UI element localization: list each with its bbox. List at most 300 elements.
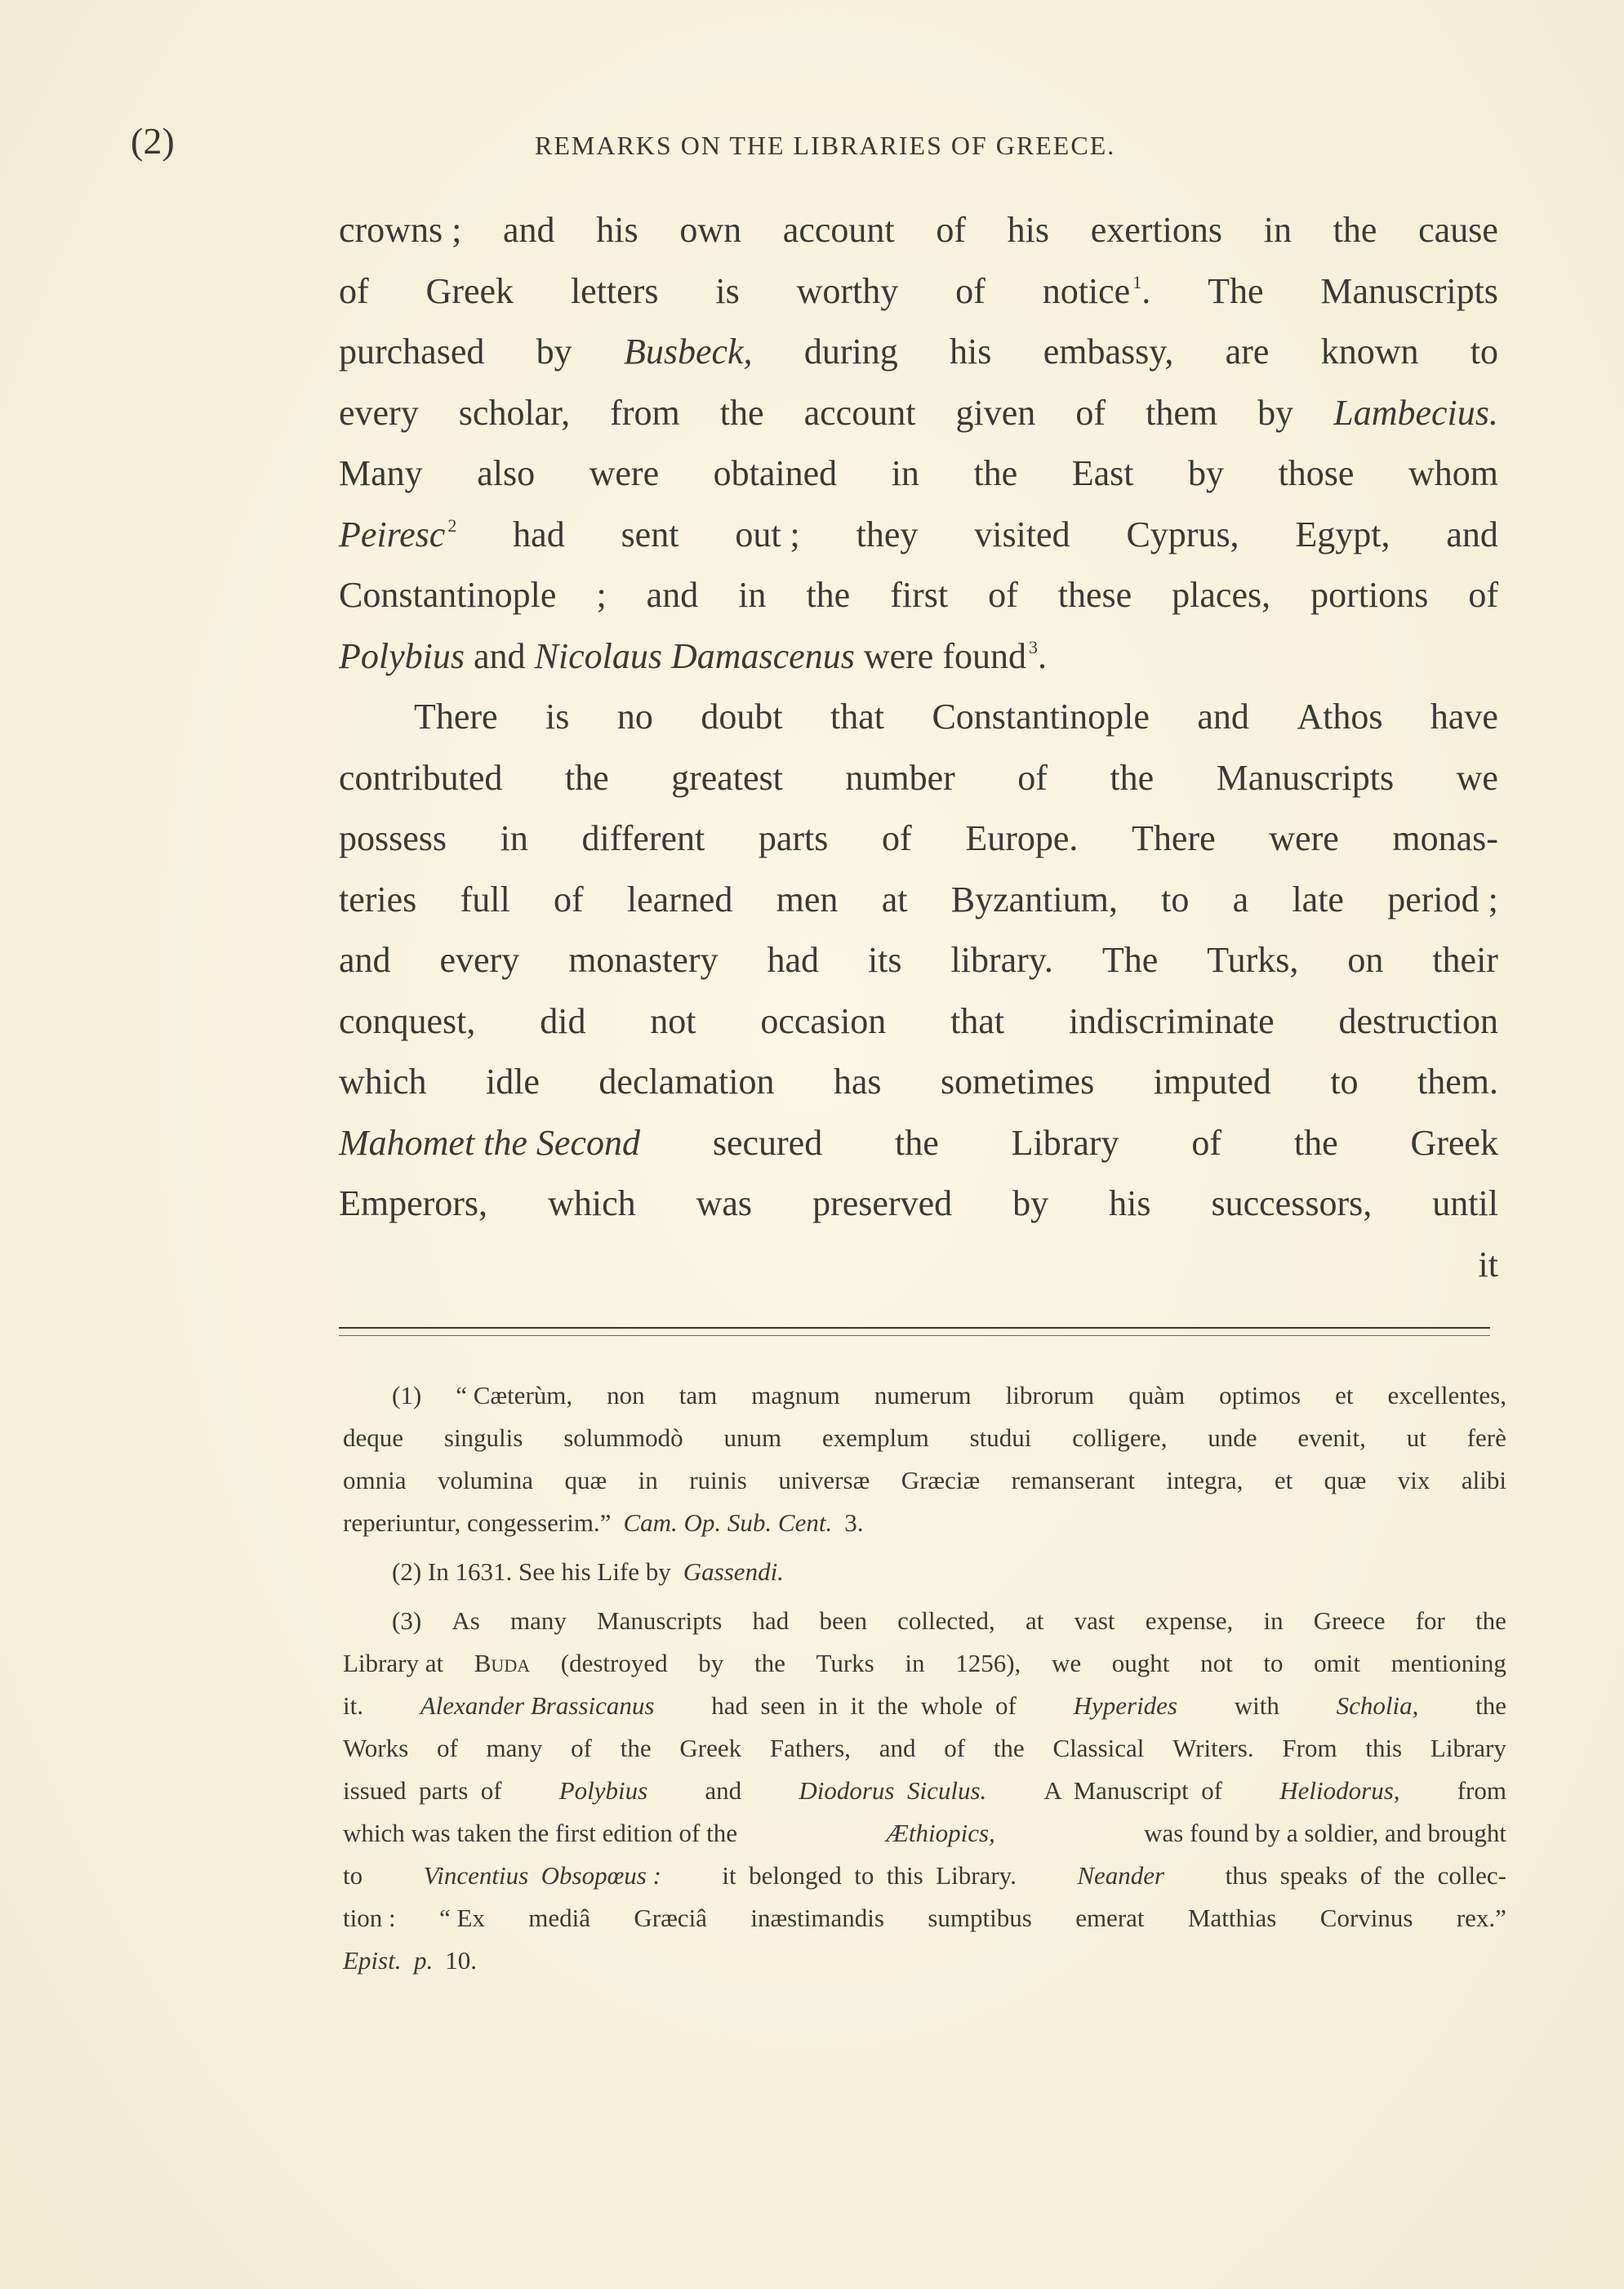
footnote-text: which was taken the first edition of the: [343, 1819, 737, 1847]
name-mahomet: Mahomet the Second: [339, 1122, 640, 1163]
word: the: [1333, 210, 1377, 250]
word: volumina: [437, 1466, 534, 1494]
word: doubt: [701, 697, 783, 737]
word: Greek: [425, 270, 514, 311]
word: by: [1012, 1183, 1049, 1223]
text-line: [339, 261, 1498, 323]
word: quàm: [1128, 1381, 1186, 1409]
word: cause: [1418, 210, 1498, 250]
footnote-line: [343, 1374, 1506, 1417]
name-alexander-brassicanus: Alexander Brassicanus: [420, 1691, 655, 1720]
text-line: [339, 565, 1498, 626]
word: Writers.: [1172, 1734, 1254, 1762]
word: There: [414, 697, 498, 737]
word: There: [1132, 818, 1216, 858]
word: not: [1200, 1649, 1233, 1677]
footnote-text: Library at: [343, 1649, 444, 1677]
word: ut: [1406, 1423, 1426, 1452]
word: to: [1470, 332, 1498, 372]
word: et: [1335, 1381, 1354, 1409]
word: Library: [1011, 1122, 1119, 1163]
word: the: [806, 575, 851, 615]
word: of: [339, 270, 369, 311]
text-line: [339, 626, 1498, 688]
footnote-line: [343, 1897, 1506, 1939]
word: remanserant: [1011, 1466, 1136, 1494]
word: to: [1161, 879, 1190, 920]
word: Manuscripts: [1216, 757, 1395, 798]
text-line: [339, 443, 1498, 505]
footnote-text: was found by a soldier, and brought: [1144, 1819, 1506, 1847]
word: “ Ex: [438, 1904, 485, 1932]
footnote-text: it belonged to this Library.: [722, 1861, 1017, 1890]
word: found $^3$.: [942, 635, 1047, 676]
footnote-text: 3.: [844, 1508, 864, 1537]
word: and: [503, 210, 555, 250]
word: quæ: [564, 1466, 607, 1494]
word: the: [1475, 1691, 1506, 1720]
word: purchased: [339, 332, 485, 372]
word: Byzantium,: [950, 879, 1118, 920]
text-line: [339, 991, 1498, 1053]
word: which: [339, 1062, 427, 1102]
word: in: [1263, 210, 1292, 250]
word: them: [1146, 392, 1218, 433]
running-title: REMARKS ON THE LIBRARIES OF GREECE.: [535, 131, 1116, 160]
word: the: [1110, 757, 1155, 798]
main-text: [339, 200, 1498, 1295]
footnote-line: [343, 1770, 1506, 1812]
word: by: [698, 1649, 724, 1677]
word: monas-: [1392, 818, 1498, 858]
word: and: [1197, 697, 1249, 737]
word: library.: [950, 940, 1053, 980]
word: full: [460, 879, 510, 920]
footnote-line: [343, 1417, 1506, 1459]
word: to: [343, 1861, 363, 1890]
word: the: [1475, 1606, 1506, 1635]
word: at: [1026, 1606, 1044, 1635]
word: collected,: [897, 1606, 995, 1635]
word: crowns ;: [339, 210, 462, 250]
word: had: [513, 514, 565, 554]
word: was: [696, 1183, 753, 1223]
name-lambecius: Lambecius.: [1333, 392, 1498, 433]
word: mediâ: [528, 1904, 591, 1932]
word: and: [473, 635, 526, 676]
word: from: [610, 392, 680, 433]
word: on: [1347, 940, 1384, 980]
word: with: [1234, 1691, 1279, 1720]
word: this: [1365, 1734, 1403, 1762]
name-hyperides: Hyperides: [1073, 1691, 1177, 1720]
word: scholar,: [458, 392, 571, 433]
word: The: [1101, 940, 1159, 980]
place-buda: Buda: [474, 1649, 531, 1677]
word: deque: [343, 1423, 404, 1452]
name-polybius: Polybius: [339, 635, 465, 676]
word: the: [620, 1734, 652, 1762]
text-line: [339, 870, 1498, 931]
name-diodorus-siculus: Diodorus Siculus.: [799, 1776, 987, 1805]
word: Library: [1430, 1734, 1506, 1762]
word: every: [339, 392, 419, 433]
footnote-rule: [339, 1327, 1490, 1329]
footnote-text: issued parts of: [343, 1776, 502, 1805]
word: evenit,: [1297, 1423, 1366, 1452]
word: Greek: [1410, 1122, 1498, 1163]
word: optimos: [1219, 1381, 1301, 1409]
word: Manuscripts: [1320, 270, 1498, 311]
footnote-text: reperiuntur, congesserim.”: [343, 1508, 612, 1537]
name-vincentius-obsopoeus: Vincentius Obsopœus :: [423, 1861, 661, 1890]
word: also: [477, 453, 536, 493]
word: have: [1430, 697, 1498, 737]
word: during: [803, 332, 898, 372]
text-line: [339, 322, 1498, 383]
footnote-line: [343, 1459, 1506, 1502]
footnote-text: thus speaks of the collec-: [1225, 1861, 1506, 1890]
word: Works: [343, 1734, 409, 1762]
footnote-line: [343, 1812, 1506, 1855]
word: in: [738, 575, 767, 615]
word: preserved: [812, 1183, 953, 1223]
word: omnia: [343, 1466, 407, 1494]
word: of: [882, 818, 912, 858]
word: expense,: [1145, 1606, 1234, 1635]
word: colligere,: [1072, 1423, 1168, 1452]
word: were: [1269, 818, 1339, 858]
name-polybius-fn: Polybius: [558, 1776, 648, 1805]
word: East: [1071, 453, 1134, 493]
word: in: [1263, 1606, 1284, 1635]
footnote-line: [343, 1685, 1506, 1727]
word: As: [452, 1606, 480, 1635]
word: Matthias: [1187, 1904, 1277, 1932]
word: we: [1051, 1649, 1082, 1677]
word: his: [596, 210, 638, 250]
word: tion :: [343, 1904, 396, 1932]
word: contributed: [339, 757, 503, 798]
word: of: [1468, 575, 1498, 615]
word: and: [879, 1734, 916, 1762]
text-line: [339, 200, 1498, 261]
word: the: [973, 453, 1018, 493]
word: vix: [1397, 1466, 1430, 1494]
word: from: [1457, 1776, 1506, 1805]
word: letters: [570, 270, 659, 311]
word: obtained: [713, 453, 838, 493]
word: solummodò: [563, 1423, 683, 1452]
word: been: [819, 1606, 867, 1635]
word: occasion: [760, 1000, 887, 1041]
word: [339, 505, 456, 566]
word: places,: [1172, 575, 1271, 615]
word: numerum: [874, 1381, 972, 1409]
word: did: [540, 1000, 586, 1041]
word: Manuscripts: [597, 1606, 723, 1635]
word: The: [1208, 270, 1264, 311]
text-line: [339, 1113, 1498, 1174]
word: secured: [712, 1122, 823, 1163]
word-notice: notice: [1042, 270, 1131, 311]
word: notice $^1$.: [1042, 270, 1151, 311]
footnote-text: A Manuscript of: [1043, 1776, 1223, 1805]
word: quæ: [1324, 1466, 1367, 1494]
word: is: [715, 270, 740, 311]
word: period ;: [1387, 879, 1498, 920]
word: conquest,: [339, 1000, 476, 1041]
text-line: [339, 748, 1498, 809]
word: we: [1456, 757, 1498, 798]
word: a: [1232, 879, 1249, 920]
word: in: [500, 818, 528, 858]
word: and: [1446, 514, 1498, 554]
word: alibi: [1461, 1466, 1506, 1494]
word: the: [1293, 1122, 1338, 1163]
word: and: [646, 575, 699, 615]
word: 1256),: [955, 1649, 1021, 1677]
word: unum: [723, 1423, 782, 1452]
word: the: [564, 757, 609, 798]
word: emerat: [1075, 1904, 1145, 1932]
word: in: [891, 453, 919, 493]
word: number: [845, 757, 955, 798]
word: Græciæ: [901, 1466, 981, 1494]
word: studui: [969, 1423, 1032, 1452]
word: integra,: [1166, 1466, 1244, 1494]
word: men: [776, 879, 839, 920]
name-busbeck: Busbeck,: [623, 332, 753, 372]
word: out ;: [735, 514, 800, 554]
word: the: [895, 1122, 939, 1163]
word: Athos: [1297, 697, 1383, 737]
footnote-line: [343, 1551, 1506, 1593]
word: omit: [1314, 1649, 1361, 1677]
word-found: found: [942, 635, 1026, 676]
text-line: [339, 687, 1498, 748]
word: From: [1282, 1734, 1337, 1762]
word: that: [830, 697, 884, 737]
name-scholia: Scholia,: [1336, 1691, 1419, 1720]
word: his: [1007, 210, 1050, 250]
word: Egypt,: [1295, 514, 1390, 554]
footnote-line: [343, 1502, 1506, 1544]
word: and: [339, 940, 391, 980]
word: at: [881, 879, 908, 920]
word: indiscriminate: [1068, 1000, 1275, 1041]
word: the: [993, 1734, 1025, 1762]
word: mentioning: [1390, 1649, 1506, 1677]
footnote-text: 10.: [445, 1946, 477, 1975]
word: to: [1263, 1649, 1284, 1677]
word: late: [1292, 879, 1344, 920]
text-line: [339, 808, 1498, 870]
word: Turks,: [1207, 940, 1299, 980]
word: in: [905, 1649, 925, 1677]
word: for: [1415, 1606, 1445, 1635]
word: rex.”: [1456, 1904, 1506, 1932]
text-line: [339, 505, 1498, 566]
word: of: [1191, 1122, 1222, 1163]
word: were: [863, 635, 934, 676]
word: account: [782, 210, 895, 250]
word: “ Cæterùm,: [456, 1381, 573, 1409]
word: that: [950, 1000, 1005, 1041]
footnotes: [343, 1374, 1506, 1982]
word: Fathers,: [769, 1734, 851, 1762]
text-line: [339, 383, 1498, 444]
word: imputed: [1153, 1062, 1271, 1102]
word: visited: [974, 514, 1070, 554]
word: greatest: [671, 757, 783, 798]
text-line: [339, 930, 1498, 991]
footnote-ref-1: 1: [1132, 271, 1142, 292]
footnote-line: [343, 1939, 1506, 1982]
word: they: [856, 514, 919, 554]
word: non: [607, 1381, 645, 1409]
word: has: [833, 1062, 882, 1102]
word: the: [719, 392, 764, 433]
footnote-line: [343, 1727, 1506, 1770]
word: Constantinople: [339, 575, 557, 615]
word: sumptibus: [928, 1904, 1032, 1932]
word: Græciâ: [634, 1904, 707, 1932]
footnote-text: (2) In 1631. See his Life by: [392, 1557, 671, 1586]
text-line: [339, 1173, 1498, 1235]
word: Greece: [1313, 1606, 1386, 1635]
word: possess: [339, 818, 447, 858]
word: many: [509, 1606, 567, 1635]
word: to: [1330, 1062, 1359, 1102]
word: were: [589, 453, 660, 493]
word: which: [548, 1183, 636, 1223]
word: them.: [1417, 1062, 1498, 1102]
word: vast: [1074, 1606, 1115, 1635]
word: of: [988, 575, 1018, 615]
word: Greek: [679, 1734, 742, 1762]
footnote-citation: Gassendi.: [683, 1557, 784, 1586]
word: first: [890, 575, 949, 615]
word: of: [571, 1734, 592, 1762]
word: of: [1017, 757, 1048, 798]
name-heliodorus: Heliodorus,: [1279, 1776, 1400, 1805]
word: universæ: [778, 1466, 870, 1494]
word: idle: [485, 1062, 540, 1102]
word: ought: [1111, 1649, 1170, 1677]
word: different: [581, 818, 705, 858]
word: their: [1432, 940, 1498, 980]
word: of: [955, 270, 986, 311]
word: Classical: [1052, 1734, 1145, 1762]
word: these: [1057, 575, 1132, 615]
word: successors,: [1211, 1183, 1373, 1223]
word: parts: [758, 818, 829, 858]
word: and: [705, 1776, 742, 1805]
word: exemplum: [821, 1423, 929, 1452]
word: it.: [343, 1691, 363, 1720]
word: many: [486, 1734, 543, 1762]
word: tam: [679, 1381, 718, 1409]
word: Emperors,: [339, 1183, 488, 1223]
footnote-ref-3: 3: [1028, 636, 1038, 657]
word: the: [754, 1649, 785, 1677]
word: Cyprus,: [1126, 514, 1239, 554]
footnote-rule-thin: [339, 1335, 1490, 1336]
text-line: [339, 1052, 1498, 1113]
name-nicolaus-damascenus: Nicolaus Damascenus: [534, 635, 855, 676]
word: Corvinus: [1319, 1904, 1413, 1932]
word: of: [553, 879, 584, 920]
word: his: [1109, 1183, 1151, 1223]
word: inæstimandis: [750, 1904, 884, 1932]
word: those: [1278, 453, 1355, 493]
word: no: [616, 697, 653, 737]
name-aethiopics: Æthiopics,: [886, 1819, 995, 1847]
word: in: [638, 1466, 658, 1494]
word: every: [439, 940, 520, 980]
word: given: [955, 392, 1036, 433]
footnote-citation: Cam. Op. Sub. Cent.: [623, 1508, 833, 1537]
word: own: [679, 210, 742, 250]
word: embassy,: [1043, 332, 1174, 372]
word: by: [1257, 392, 1294, 433]
footnote-line: [343, 1642, 1506, 1685]
word: sometimes: [941, 1062, 1095, 1102]
word: Constantinople: [932, 697, 1150, 737]
word: by: [1188, 453, 1225, 493]
word: Turks: [816, 1649, 874, 1677]
word: singulis: [443, 1423, 523, 1452]
footnote-line: [343, 1855, 1506, 1897]
word: of: [436, 1734, 458, 1762]
word: are: [1225, 332, 1270, 372]
word: of: [1075, 392, 1106, 433]
word: teries: [339, 879, 417, 920]
word: known: [1320, 332, 1419, 372]
word: magnum: [751, 1381, 840, 1409]
word: (1): [392, 1381, 422, 1409]
word: Many: [339, 453, 423, 493]
word: exertions: [1090, 210, 1223, 250]
text-line: [339, 1235, 1498, 1296]
word: destruction: [1338, 1000, 1498, 1041]
word: librorum: [1005, 1381, 1095, 1409]
word: portions: [1310, 575, 1429, 615]
word: account: [803, 392, 916, 433]
footnote-ref-2: 2: [447, 514, 457, 536]
catchword: it: [1478, 1244, 1498, 1285]
word: monastery: [568, 940, 719, 980]
name-neander: Neander: [1077, 1861, 1165, 1890]
word: had: [767, 940, 819, 980]
word: its: [867, 940, 902, 980]
word: (3): [392, 1606, 422, 1635]
word: is: [545, 697, 570, 737]
word: had: [752, 1606, 790, 1635]
word: declamation: [598, 1062, 775, 1102]
word: ferè: [1466, 1423, 1506, 1452]
word: sent: [621, 514, 679, 554]
word: worthy: [796, 270, 899, 311]
footnote-citation: Epist. p.: [343, 1946, 434, 1975]
word: his: [950, 332, 992, 372]
word: Europe.: [965, 818, 1079, 858]
word: by: [536, 332, 572, 372]
word: excellentes,: [1387, 1381, 1506, 1409]
word: et: [1274, 1466, 1293, 1494]
word: of: [944, 1734, 966, 1762]
